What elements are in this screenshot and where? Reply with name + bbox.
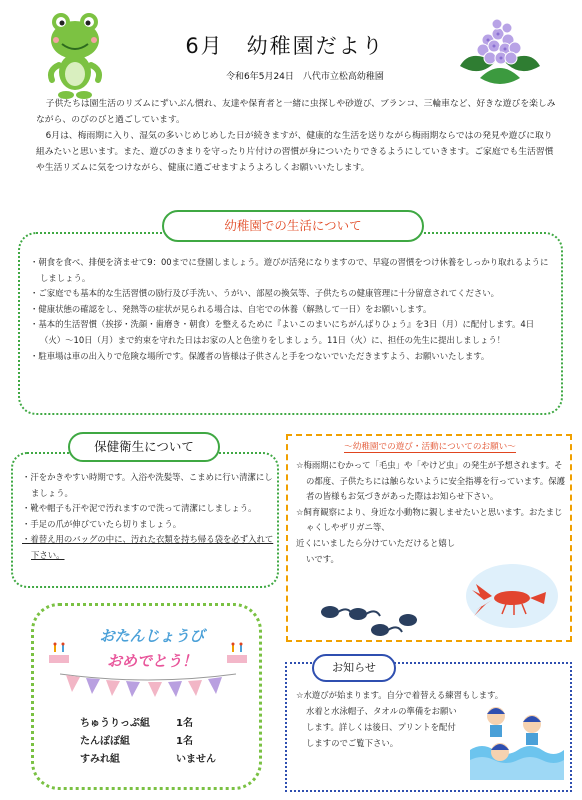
birthday-count: 1名 (176, 718, 193, 729)
list-item: ・靴や帽子も汗や泥で汚れますので洗って清潔にしましょう。 (22, 503, 257, 514)
table-row (80, 715, 250, 733)
play-paragraph-2a: ☆飼育観察により、身近な小動物に親しませたいと思います。おたまじゃくしやザリガニ等、 (296, 506, 563, 533)
frog-illustration (42, 10, 108, 102)
bunting-decoration (60, 672, 236, 698)
notice-heading: お知らせ (312, 654, 396, 682)
swimming-kids-illustration (470, 700, 564, 780)
hygiene-section-heading: 保健衛生について (68, 432, 220, 462)
birthday-table (80, 715, 250, 769)
hydrangea-illustration (450, 18, 550, 90)
class-name: ちゅうりっぷ組 (80, 718, 150, 729)
table-row (80, 751, 250, 769)
list-item: ・汗をかきやすい時期です。入浴や洗髪等、こまめに行い清潔にしましょう。 (22, 472, 273, 498)
play-paragraph-2b: 近くにいましたら分けていただけると嬉しいです。 (296, 537, 456, 564)
birthday-count: 1名 (176, 736, 193, 747)
birthday-title-line1: おたんじょうび (99, 627, 205, 645)
list-item: ・着替え用のバッグの中に、汚れた衣類を持ち帰る袋を必ず入れて下さい。 (22, 534, 274, 560)
play-section-body (296, 458, 568, 567)
class-name: たんぽぽ組 (80, 736, 130, 747)
intro-paragraph-2: 6月は、梅雨期に入り、湿気の多いじめじめした日が続きますが、健康的な生活を送りながら梅雨期ならではの発見や遊びに取り組みたいと思います。また、遊びのきまりを守ったり片付けの習慣が身についたりできるようにしていきます。ご家庭でも生活習慣や生活リズムに気をつけながら、健康に過ごせますようよろしくお願いいたします。 (36, 131, 554, 173)
play-paragraph-1: ☆梅雨期にむかって「毛虫」や「やけど虫」の発生が予想されます。その都度、子供たちには触らないように安全指導を行っています。保護者の皆様もお気づきがあった際はお知らせ下さい。 (296, 460, 565, 502)
list-item: ・基本的生活習慣（挨拶・洗顔・歯磨き・朝食）を整えるために『よいこのまいにちがんばりひょう』を3日（月）に配付します。4日（火）～10日（月）まで約束を守れた日はお家の人と色塗りをしましょう。11日（火）に、担任の先生に提出しましょう！ (30, 319, 535, 345)
intro-paragraph-1: 子供たちは園生活のリズムにずいぶん慣れ、友達や保育者と一緒に虫探しや砂遊び、ブランコ、三輪車など、好きな遊びを楽しみながら、のびのびと過ごしています。 (36, 99, 556, 125)
life-list (30, 255, 554, 364)
birthday-title-line2: おめでとう！ (106, 652, 197, 670)
crayfish-illustration (462, 560, 562, 632)
play-section-heading (292, 440, 568, 452)
list-item: ・ご家庭でも基本的な生活習慣の励行及び手洗い、うがい、部屋の換気等、子供たちの健康管理に十分留意されてください。 (30, 288, 499, 299)
birthday-count: いません (176, 754, 216, 765)
table-row (80, 733, 250, 751)
notice-line-2: 水着と水泳帽子、タオルの準備をお願いします。詳しくは後日、プリントを配付しますのでご覧下さい。 (306, 706, 457, 748)
list-item: ・朝食を食べ、排便を済ませて9：00までに登園しましょう。遊びが活発になりますので、早寝の習慣をつけ休養をしっかり取れるようにしましょう。 (30, 257, 549, 283)
tadpoles-illustration (318, 600, 428, 640)
play-heading-text: ～幼稚園での遊び・活動についてのお願い～ (344, 442, 516, 452)
newsletter-title: 6月 幼稚園だより (185, 34, 385, 58)
list-item: ・駐車場は車の出入りで危険な場所です。保護者の皆様は子供さんと手をつないでいただきますよう、お願いいたします。 (30, 350, 490, 361)
notice-line-1: ☆水遊びが始まります。自分で着替える練習もします。 (296, 690, 504, 700)
life-section-heading: 幼稚園での生活について (162, 210, 424, 242)
intro-text (36, 96, 558, 176)
list-item: ・健康状態の確認をし、発熱等の症状が見られる場合は、自宅での休養（解熱して一日）をお願いします。 (30, 303, 432, 314)
date-and-school: 令和6年5月24日 八代市立松高幼稚園 (226, 72, 384, 82)
hygiene-list (22, 470, 274, 564)
class-name: すみれ組 (80, 754, 120, 765)
list-item: ・手足の爪が伸びていたら切りましょう。 (22, 518, 182, 529)
